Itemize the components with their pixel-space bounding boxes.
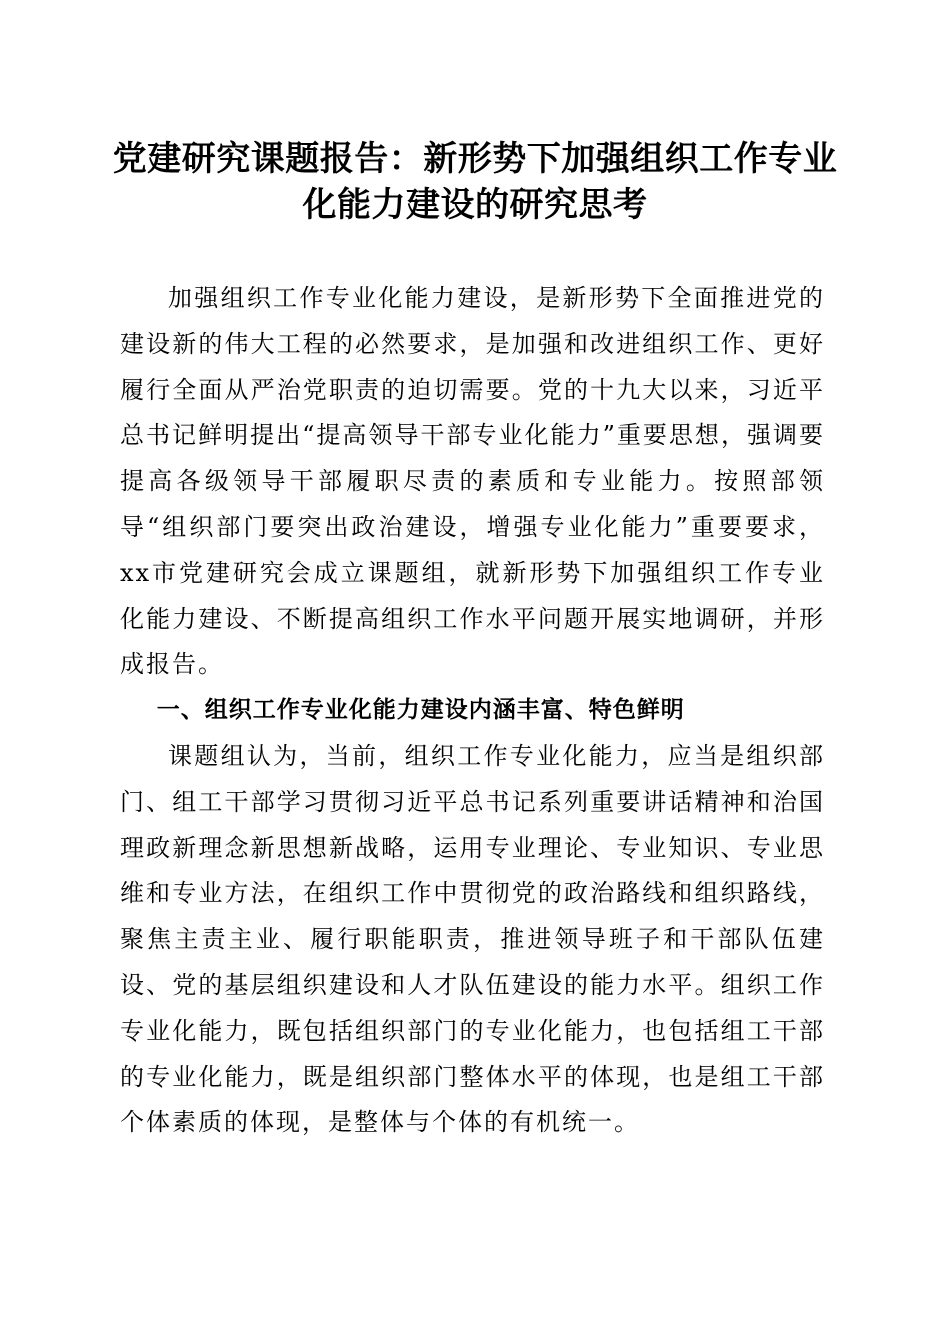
section-1-heading: 一、组织工作专业化能力建设内涵丰富、特色鲜明 <box>156 697 685 724</box>
document-title: 党建研究课题报告：新形势下加强组织工作专业化能力建设的研究思考 <box>112 139 838 225</box>
intro-paragraph: 加强组织工作专业化能力建设，是新形势下全面推进党的建设新的伟大工程的必然要求，是加强和改进组织工作、更好履行全面从严治党职责的迫切需要。党的十九大以来，习近平总书记鲜明提出“提高领导干部专业化能力”重要思想，强调要提高各级领导干部履职尽责的素质和专业能力。按照部领导“组织部门要突出政治建设，增强专业化能力”重要要求，xx市党建研究会成立课题组，就新形势下加强组织工作专业化能力建设、不断提高组织工作水平问题开展实地调研，并形成报告。 <box>120 284 825 679</box>
document-body <box>120 276 825 1146</box>
section-1-paragraph: 课题组认为，当前，组织工作专业化能力，应当是组织部门、组工干部学习贯彻习近平总书记系列重要讲话精神和治国理政新理念新思想新战略，运用专业理论、专业知识、专业思维和专业方法，在组织工作中贯彻党的政治路线和组织路线，聚焦主责主业、履行职能职责，推进领导班子和干部队伍建设、党的基层组织建设和人才队伍建设的能力水平。组织工作专业化能力，既包括组织部门的专业化能力，也包括组工干部的专业化能力，既是组织部门整体水平的体现，也是组工干部个体素质的体现，是整体与个体的有机统一。 <box>120 741 825 1137</box>
